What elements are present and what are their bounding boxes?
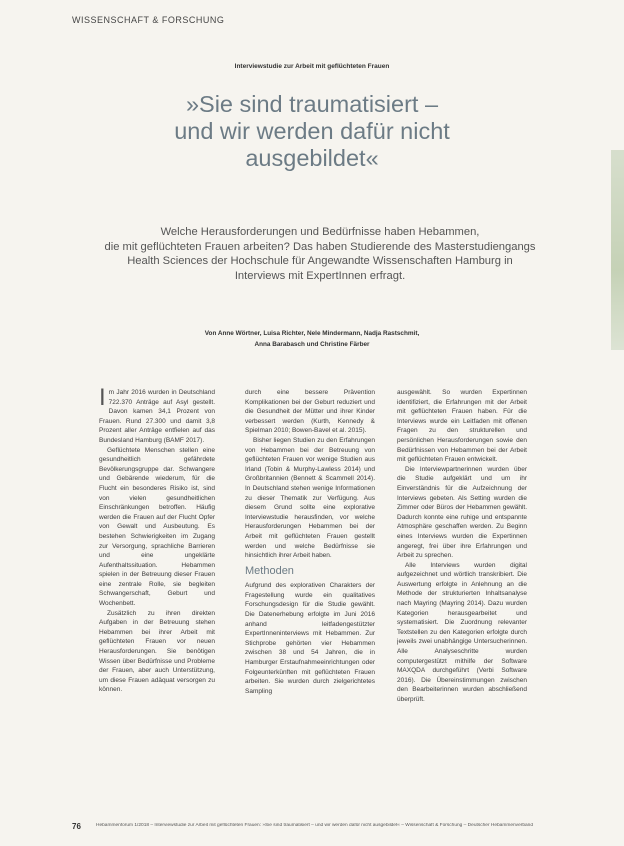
- authors-line: Von Anne Wörtner, Luisa Richter, Nele Mindermann, Nadja Rastschmit,: [204, 330, 420, 337]
- body-column-3: [397, 388, 527, 808]
- page-footer: Hebammenforum 1/2018 – Interviewstudie zur Arbeit mit geflüchteten Frauen: »Sie sind traumatisiert – und wir werden dafür nicht ausgebildet« – Wissenschaft & Forschung – Deutscher Hebammenverband: [96, 823, 534, 828]
- body-paragraph: Zusätzlich zu ihren direkten Aufgaben in der Betreuung stehen Hebammen bei ihrer Arbeit mit geflüchteten Frauen vor neuen Herausforderungen. Sie benötigen Wissen über Bedürfnisse und Probleme der Frauen, aber auch Unterstützung, um diese Frauen adäquat versorgen zu können.: [99, 609, 215, 694]
- lead-line: Welche Herausforderungen und Bedürfnisse haben Hebammen,: [160, 226, 480, 238]
- body-paragraph: Aufgrund des explorativen Charakters der Fragestellung wurde ein qualitatives Forschungsdesign für die Studie gewählt. Die Datenerhebung erfolgte im Juni 2016 anhand leitfadengestützter ExpertInneninterviews mit Hebammen. Zur Stichprobe gehörten vier Hebammen zwischen 38 und 54 Jahren, die in Hamburger Erstaufnahmeeinrichtungen oder Folgeunterkünften mit geflüchteten Frauen arbeiten. Sie wurden durch zielgerichtetes Sampling: [245, 582, 375, 695]
- article-title: [80, 91, 544, 172]
- lead-line: Health Sciences der Hochschule für Angewandte Wissenschaften Hamburg in: [127, 255, 513, 267]
- body-paragraph: Im Jahr 2016 wurden in Deutschland 722.370 Anträge auf Asyl gestellt. Davon kamen 34,1 Prozent von Frauen. Rund 27.300 und damit 3,8 Prozent aller Anträge entfielen auf das Bundesland Hamburg (BAMF 2017).: [99, 388, 215, 444]
- lead-line: die mit geflüchteten Frauen arbeiten? Das haben Studierende des Masterstudiengangs: [104, 240, 536, 253]
- body-paragraph: Geflüchtete Menschen stellen eine gesundheitlich gefährdete Bevölkerungsgruppe dar. Schwangere und Gebärende wiederum, für die Flucht ein besonderes Risiko ist, sind von vielen gesundheitlichen Einschränkungen betroffen. Häufig werden die Frauen auf der Flucht Opfer von Gewalt und Ausbeutung. Es bestehen Schwierigkeiten im Zugang zur Versorgung, sprachliche Barrieren und eine ungeklärte Aufenthaltssituation. Hebammen spielen in der Betreuung dieser Frauen eine zentrale Rolle, sie begleiten Schwangerschaft, Geburt und Wochenbett.: [99, 446, 215, 608]
- page-edge-decoration: [611, 150, 624, 350]
- title-line: »Sie sind traumatisiert –: [185, 91, 439, 117]
- body-column-1: [99, 388, 215, 808]
- body-column-2: [245, 388, 375, 808]
- body-paragraph: Die Interviewpartnerinnen wurden über die Studie aufgeklärt und um ihr Einverständnis für die Aufzeichnung der Interviews gebeten. Als Setting wurden die Zimmer oder Büros der Hebammen gewählt. Dadurch konnte eine ruhige und entspannte Atmosphäre geschaffen werden. Zu Beginn eines Interviews wurden die Expertinnen angeregt, frei über ihre Erfahrungen und Arbeit zu sprechen.: [397, 465, 527, 560]
- authors-line: Anna Barabasch und Christine Färber: [254, 340, 370, 348]
- article-kicker: Interviewstudie zur Arbeit mit geflüchteten Frauen: [234, 63, 390, 70]
- body-paragraph: ausgewählt. So wurden Expertinnen identifiziert, die Erfahrungen mit der Arbeit mit geflüchteten Frauen haben. Für die Interviews wurde ein Leitfaden mit offenen Fragen zu den strukturellen und persönlichen Herausforderungen sowie den Bedürfnissen von Hebammen bei der Arbeit mit geflüchteten Frauen entwickelt.: [397, 389, 527, 464]
- body-paragraph: durch eine bessere Prävention Komplikationen bei der Geburt reduziert und die Gesundheit der Mütter und ihrer Kinder verbessert werden (Kurth, Kennedy & Spielman 2010; Bowen-Bavel et al. 2015).: [245, 389, 375, 435]
- body-paragraph: Bisher liegen Studien zu den Erfahrungen von Hebammen bei der Betreuung von geflüchteten Frauen vor wenige Studien aus Irland (Tobin & Murphy-Lawless 2014) und Großbritannien (Bennett & Scammell 2014). In Deutschland stehen wenige Informationen zu dieser Thematik zur Verfügung. Aus diesem Grund sollte eine explorative Interviewstudie herausfinden, vor welche Herausforderungen Hebammen bei der Arbeit mit geflüchteten Frauen gestellt werden und welche Bedürfnisse sie hinsichtlich ihrer Arbeit haben.: [245, 436, 375, 560]
- drop-cap: I: [99, 388, 106, 411]
- section-header: WISSENSCHAFT & FORSCHUNG: [72, 15, 225, 25]
- article-lead: [80, 225, 560, 283]
- title-line: und wir werden dafür nicht: [174, 118, 450, 144]
- lead-line: Interviews mit ExpertInnen erfragt.: [234, 269, 406, 282]
- title-line: ausgebildet«: [245, 145, 379, 171]
- article-authors: [80, 329, 544, 350]
- page-number: 76: [72, 822, 81, 831]
- body-paragraph: Alle Interviews wurden digital aufgezeichnet und wörtlich transkribiert. Die Auswertung erfolgte in Anlehnung an die Methode der strukturierten Inhaltsanalyse nach Mayring (Mayring 2014). Dazu wurden Kategorien herausgearbeitet und systematisiert. Die Zuordnung relevanter Textstellen zu den Kategorien erfolgte durch jeweils zwei unabhängige Untersucherinnen. Alle Analyseschritte wurden computergestützt mithilfe der Software MAXQDA durchgeführt (Verbi Software 2016). Die Übereinstimmungen zwischen den Bearbeiterinnen wurden abschließend überprüft.: [397, 561, 527, 703]
- section-heading-methoden: Methoden: [245, 564, 294, 577]
